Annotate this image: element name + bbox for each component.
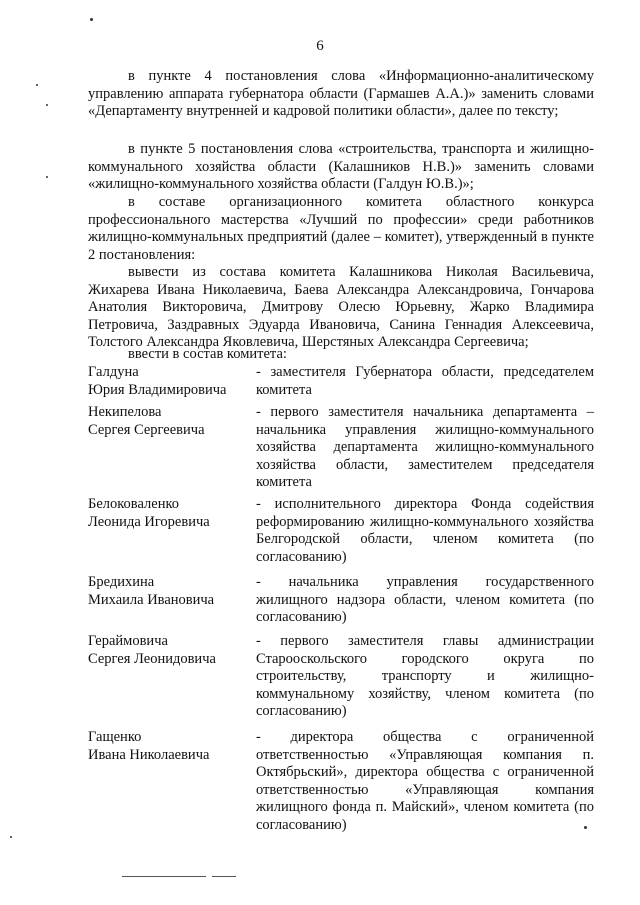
page-number: 6	[316, 38, 324, 54]
scan-speck	[90, 18, 93, 21]
footer-rule	[122, 876, 206, 877]
member-role: - первого заместителя начальника департамента – начальника управления жилищно-коммунального хозяйства департамента жилищно-коммунального хозяйства области, заместителем председателя комитета	[256, 404, 594, 490]
member-name: Белоковаленко Леонида Игоревича	[88, 496, 210, 530]
paragraph-item-5: в пункте 5 постановления слова «строительства, транспорта и жилищно-коммунального хозяйства области (Калашников Н.В.)» заменить словами «жилищно-коммунального хозяйства области (Галдун Ю.В.)»;	[88, 141, 594, 192]
member-role: - исполнительного директора Фонда содействия реформированию жилищно-коммунального хозяйства Белгородской области, членом комитета (по согласованию)	[256, 496, 594, 565]
member-name: Гащенко Ивана Николаевича	[88, 729, 210, 763]
member-name: Гераймовича Сергея Леонидовича	[88, 633, 216, 667]
scan-speck	[584, 826, 587, 829]
footer-rule	[212, 876, 236, 877]
scan-speck	[46, 104, 48, 106]
paragraph-item-4: в пункте 4 постановления слова «Информационно-аналитическому управлению аппарата губернатора области (Гармашев А.А.)» заменить словами «Департаменту внутренней и кадровой политики области», далее по тексту;	[88, 68, 594, 119]
member-role: - первого заместителя главы администрации Старооскольского городского округа по строительству, транспорту и жилищно-коммунальному хозяйству, членом комитета (по согласованию)	[256, 633, 594, 719]
member-role: - начальника управления государственного жилищного надзора области, членом комитета (по согласованию)	[256, 574, 594, 625]
member-role: - директора общества с ограниченной ответственностью «Управляющая компания п. Октябрьский», директора общества с ограниченной ответственностью «Управляющая компания жилищного фонда п. Майский», членом комитета (по согласованию)	[256, 729, 594, 833]
paragraph-committee: в составе организационного комитета областного конкурса профессионального мастерства «Лучший по профессии» среди работников жилищно-коммунальных предприятий (далее – комитет), утвержденный в пункте 2 постановления:	[88, 194, 594, 263]
scan-speck	[10, 836, 12, 838]
scan-speck	[36, 84, 38, 86]
member-name: Галдуна Юрия Владимировича	[88, 364, 227, 398]
paragraph-add-members: ввести в состав комитета:	[128, 346, 287, 362]
paragraph-remove-members: вывести из состава комитета Калашникова Николая Васильевича, Жихарева Ивана Николаевича, Баева Александра Александровича, Гончарова Анатолия Викторовича, Дмитрову Олесю Юрьевну, Жарко Владимира Петровича, Заздравных Эдуарда Ивановича, Санина Геннадия Алексеевича, Толстого Александра Яковлевича, Шерстяных Александра Сергеевича;	[88, 264, 594, 350]
member-role: - заместителя Губернатора области, председателем комитета	[256, 364, 594, 398]
member-name: Некипелова Сергея Сергеевича	[88, 404, 205, 438]
scan-speck	[46, 176, 48, 178]
member-name: Бредихина Михаила Ивановича	[88, 574, 215, 608]
